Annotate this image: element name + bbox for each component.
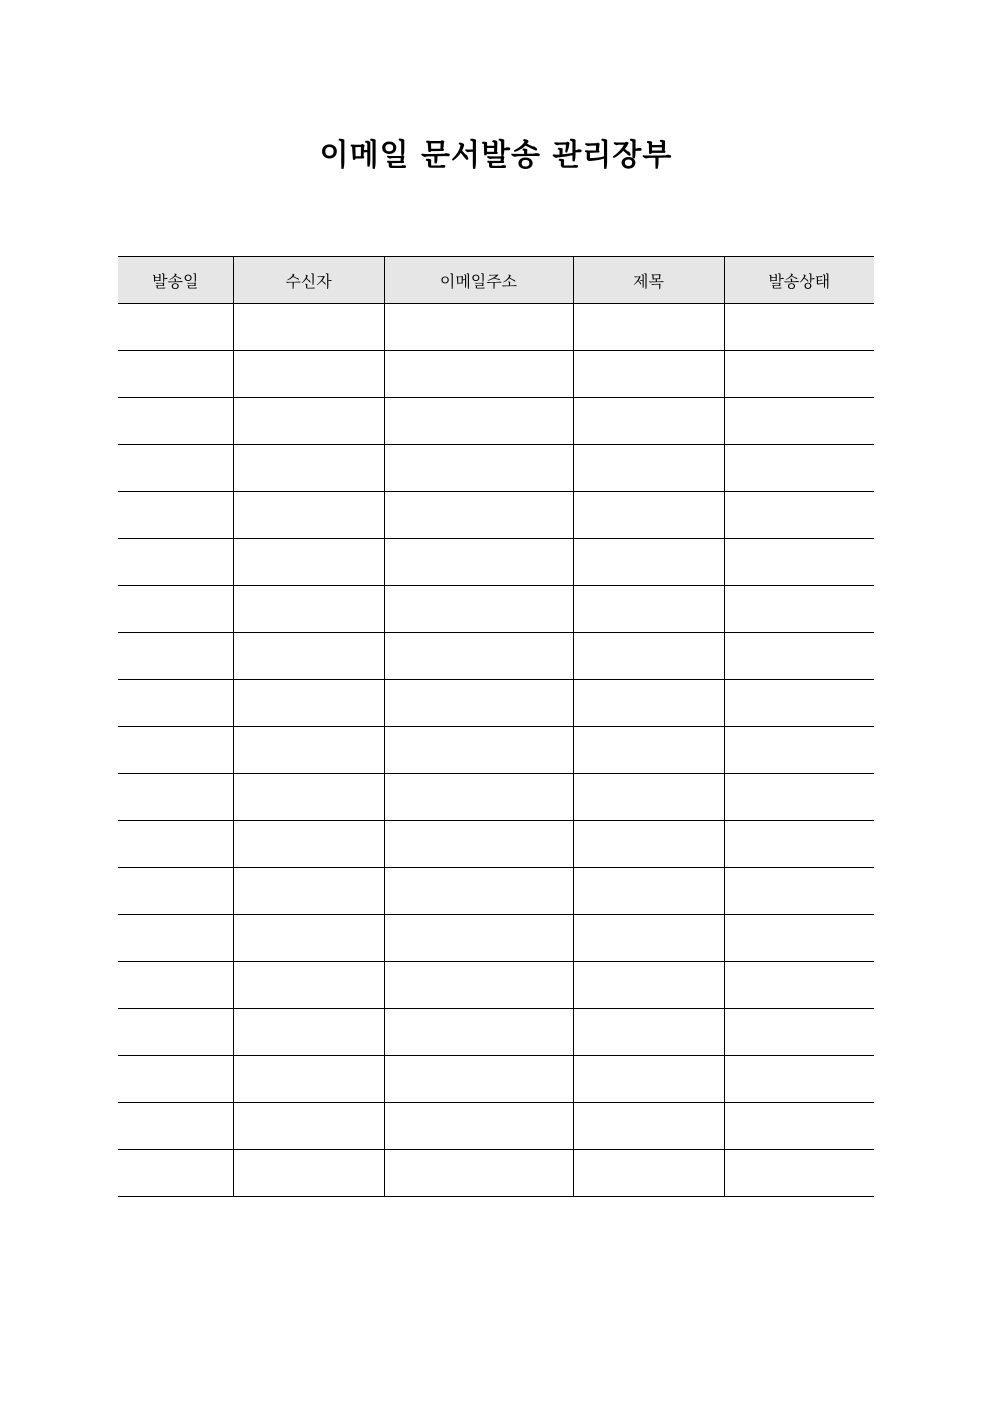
table-row xyxy=(118,539,874,586)
cell-email-address[interactable] xyxy=(384,821,573,868)
cell-email-address[interactable] xyxy=(384,304,573,351)
cell-send-date[interactable] xyxy=(118,351,233,398)
cell-send-date[interactable] xyxy=(118,304,233,351)
table-row xyxy=(118,351,874,398)
cell-recipient[interactable] xyxy=(233,351,384,398)
cell-recipient[interactable] xyxy=(233,868,384,915)
cell-send-date[interactable] xyxy=(118,633,233,680)
cell-subject[interactable] xyxy=(573,304,724,351)
cell-subject[interactable] xyxy=(573,821,724,868)
cell-subject[interactable] xyxy=(573,445,724,492)
cell-email-address[interactable] xyxy=(384,915,573,962)
cell-send-status[interactable] xyxy=(724,868,874,915)
cell-email-address[interactable] xyxy=(384,445,573,492)
header-row xyxy=(118,257,874,304)
cell-subject[interactable] xyxy=(573,868,724,915)
cell-recipient[interactable] xyxy=(233,962,384,1009)
cell-recipient[interactable] xyxy=(233,633,384,680)
cell-send-status[interactable] xyxy=(724,680,874,727)
cell-recipient[interactable] xyxy=(233,1150,384,1197)
table-row xyxy=(118,586,874,633)
cell-send-date[interactable] xyxy=(118,1056,233,1103)
cell-subject[interactable] xyxy=(573,351,724,398)
cell-subject[interactable] xyxy=(573,962,724,1009)
cell-send-status[interactable] xyxy=(724,915,874,962)
header-subject: 제목 xyxy=(573,257,724,304)
cell-subject[interactable] xyxy=(573,586,724,633)
cell-send-status[interactable] xyxy=(724,351,874,398)
cell-subject[interactable] xyxy=(573,1056,724,1103)
cell-email-address[interactable] xyxy=(384,774,573,821)
table-row xyxy=(118,492,874,539)
cell-email-address[interactable] xyxy=(384,398,573,445)
cell-subject[interactable] xyxy=(573,1103,724,1150)
cell-subject[interactable] xyxy=(573,539,724,586)
cell-send-status[interactable] xyxy=(724,445,874,492)
header-send-date: 발송일 xyxy=(118,257,233,304)
cell-email-address[interactable] xyxy=(384,1150,573,1197)
cell-recipient[interactable] xyxy=(233,398,384,445)
cell-send-date[interactable] xyxy=(118,727,233,774)
table-row xyxy=(118,774,874,821)
cell-subject[interactable] xyxy=(573,398,724,445)
cell-subject[interactable] xyxy=(573,492,724,539)
table-row xyxy=(118,1009,874,1056)
cell-subject[interactable] xyxy=(573,774,724,821)
cell-recipient[interactable] xyxy=(233,304,384,351)
cell-recipient[interactable] xyxy=(233,1056,384,1103)
cell-subject[interactable] xyxy=(573,1009,724,1056)
cell-send-date[interactable] xyxy=(118,398,233,445)
cell-email-address[interactable] xyxy=(384,1103,573,1150)
cell-recipient[interactable] xyxy=(233,445,384,492)
cell-subject[interactable] xyxy=(573,633,724,680)
cell-email-address[interactable] xyxy=(384,1009,573,1056)
cell-send-status[interactable] xyxy=(724,1056,874,1103)
cell-send-status[interactable] xyxy=(724,1009,874,1056)
page-title: 이메일 문서발송 관리장부 xyxy=(319,138,673,173)
cell-send-date[interactable] xyxy=(118,539,233,586)
table-row xyxy=(118,962,874,1009)
table-row xyxy=(118,304,874,351)
table-row xyxy=(118,727,874,774)
table-row xyxy=(118,633,874,680)
cell-send-date[interactable] xyxy=(118,445,233,492)
cell-subject[interactable] xyxy=(573,727,724,774)
cell-send-status[interactable] xyxy=(724,1103,874,1150)
cell-email-address[interactable] xyxy=(384,680,573,727)
table-row xyxy=(118,1150,874,1197)
table-row xyxy=(118,1103,874,1150)
cell-email-address[interactable] xyxy=(384,586,573,633)
cell-send-date[interactable] xyxy=(118,586,233,633)
cell-send-status[interactable] xyxy=(724,304,874,351)
cell-send-status[interactable] xyxy=(724,398,874,445)
cell-send-date[interactable] xyxy=(118,821,233,868)
cell-send-date[interactable] xyxy=(118,1103,233,1150)
ledger-table xyxy=(118,256,874,1197)
cell-send-status[interactable] xyxy=(724,774,874,821)
cell-email-address[interactable] xyxy=(384,962,573,1009)
header-send-status: 발송상태 xyxy=(724,257,874,304)
cell-send-status[interactable] xyxy=(724,727,874,774)
table-row xyxy=(118,398,874,445)
cell-email-address[interactable] xyxy=(384,727,573,774)
cell-email-address[interactable] xyxy=(384,539,573,586)
cell-send-status[interactable] xyxy=(724,586,874,633)
cell-send-date[interactable] xyxy=(118,1150,233,1197)
cell-recipient[interactable] xyxy=(233,915,384,962)
header-email-address: 이메일주소 xyxy=(384,257,573,304)
cell-send-date[interactable] xyxy=(118,868,233,915)
cell-send-status[interactable] xyxy=(724,1150,874,1197)
cell-subject[interactable] xyxy=(573,1150,724,1197)
table-row xyxy=(118,821,874,868)
cell-email-address[interactable] xyxy=(384,1056,573,1103)
table-row xyxy=(118,680,874,727)
cell-send-status[interactable] xyxy=(724,962,874,1009)
cell-send-date[interactable] xyxy=(118,1009,233,1056)
cell-send-date[interactable] xyxy=(118,680,233,727)
cell-recipient[interactable] xyxy=(233,727,384,774)
cell-recipient[interactable] xyxy=(233,1103,384,1150)
cell-send-status[interactable] xyxy=(724,539,874,586)
cell-send-status[interactable] xyxy=(724,633,874,680)
ledger-body xyxy=(118,304,874,1197)
table-row xyxy=(118,445,874,492)
ledger-header xyxy=(118,257,874,304)
cell-send-status[interactable] xyxy=(724,492,874,539)
cell-send-date[interactable] xyxy=(118,915,233,962)
table-row xyxy=(118,1056,874,1103)
cell-recipient[interactable] xyxy=(233,539,384,586)
cell-send-status[interactable] xyxy=(724,821,874,868)
cell-recipient[interactable] xyxy=(233,492,384,539)
cell-email-address[interactable] xyxy=(384,633,573,680)
cell-subject[interactable] xyxy=(573,915,724,962)
cell-recipient[interactable] xyxy=(233,586,384,633)
cell-recipient[interactable] xyxy=(233,1009,384,1056)
cell-email-address[interactable] xyxy=(384,492,573,539)
table-row xyxy=(118,868,874,915)
table-row xyxy=(118,915,874,962)
cell-recipient[interactable] xyxy=(233,774,384,821)
cell-email-address[interactable] xyxy=(384,868,573,915)
cell-recipient[interactable] xyxy=(233,680,384,727)
cell-send-date[interactable] xyxy=(118,492,233,539)
cell-recipient[interactable] xyxy=(233,821,384,868)
cell-email-address[interactable] xyxy=(384,351,573,398)
cell-subject[interactable] xyxy=(573,680,724,727)
cell-send-date[interactable] xyxy=(118,774,233,821)
header-recipient: 수신자 xyxy=(233,257,384,304)
cell-send-date[interactable] xyxy=(118,962,233,1009)
